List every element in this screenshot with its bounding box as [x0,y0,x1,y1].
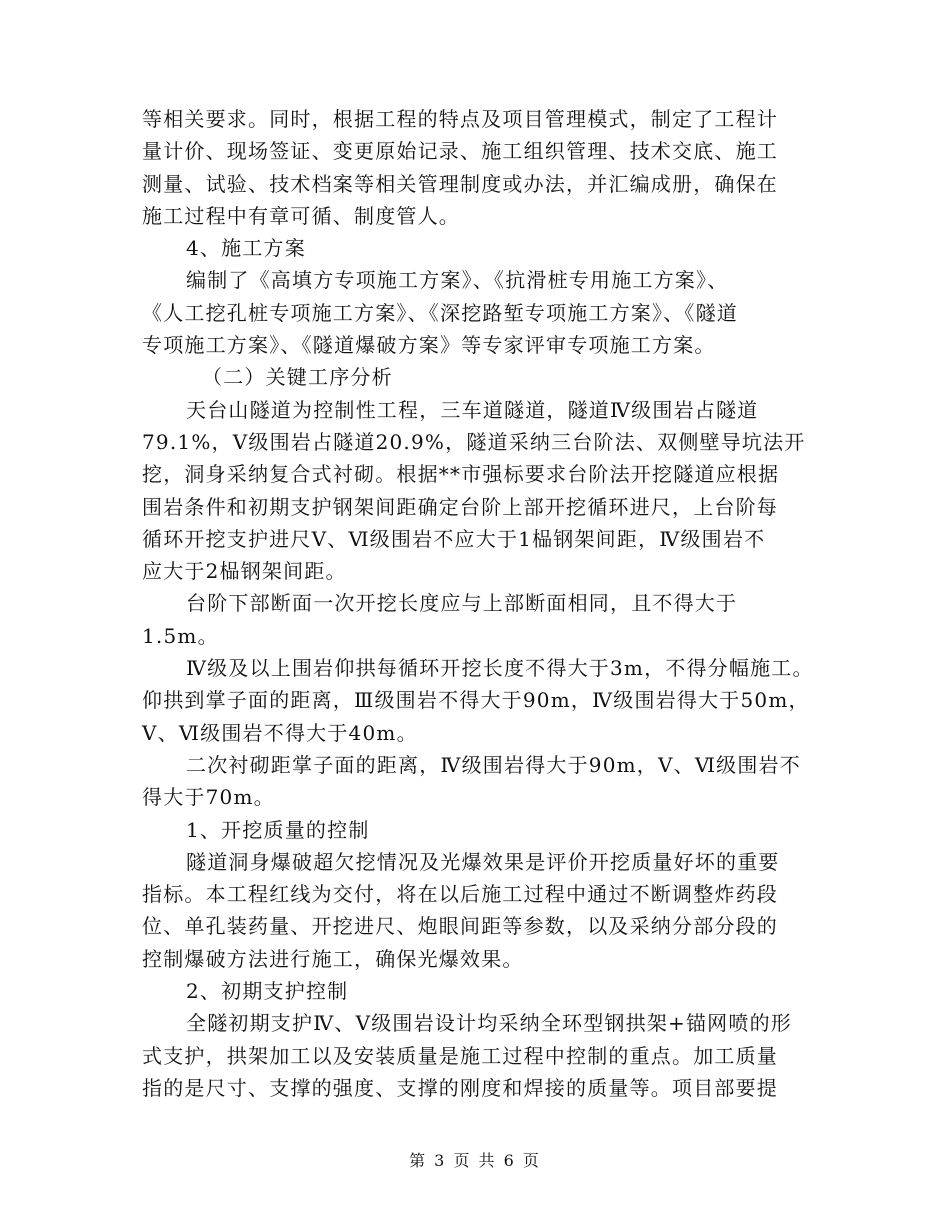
text-line: 1.5m。 [142,623,219,648]
text-line: 应大于2榀钢架间距。 [142,559,347,584]
body-text [142,103,822,1104]
text-line: 指的是尺寸、支撑的强度、支撑的刚度和焊接的质量等。项目部要提 [142,1075,778,1100]
text-line: 二次衬砌距掌子面的距离，Ⅳ级围岩得大于90m，Ⅴ、Ⅵ级围岩不 [186,752,801,777]
section-heading: （二）关键工序分析 [202,365,393,390]
text-line: 专项施工方案》、《隧道爆破方案》等专家评审专项施工方案。 [142,333,716,358]
text-line: 天台山隧道为控制性工程，三车道隧道，隧道Ⅳ级围岩占隧道 [186,397,759,422]
section-heading: 4、施工方案 [186,236,306,261]
section-heading: 2、初期支护控制 [186,979,349,1004]
text-line: 指标。本工程红线为交付，将在以后施工过程中通过不断调整炸药段 [142,882,778,907]
text-line: 循环开挖支护进尺Ⅴ、Ⅵ级围岩不应大于1榀钢架间距，Ⅳ级围岩不 [142,526,766,551]
text-line: 79.1%，Ⅴ级围岩占隧道20.9%，隧道采纳三台阶法、双侧壁导坑法开 [142,429,806,454]
text-line: Ⅴ、Ⅵ级围岩不得大于40m。 [142,720,418,745]
text-line: 位、单孔装药量、开挖进尺、炮眼间距等参数，以及采纳分部分段的 [142,914,778,939]
text-line: 编制了《高填方专项施工方案》、《抗滑桩专用施工方案》、 [186,268,729,293]
text-line: 《人工挖孔桩专项施工方案》、《深挖路堑专项施工方案》、《隧道 [142,300,738,325]
text-line: 式支护，拱架加工以及安装质量是施工过程中控制的重点。加工质量 [142,1043,778,1068]
text-line: 仰拱到掌子面的距离，Ⅲ级围岩不得大于90m，Ⅳ级围岩得大于50m， [142,688,810,713]
text-line: 控制爆破方法进行施工，确保光爆效果。 [142,946,524,971]
text-line: Ⅳ级及以上围岩仰拱每循环开挖长度不得大于3m，不得分幅施工。 [186,656,814,681]
text-line: 施工过程中有章可循、制度管人。 [142,203,460,228]
text-line: 全隧初期支护Ⅳ、Ⅴ级围岩设计均采纳全环型钢拱架+锚网喷的形 [186,1011,792,1036]
text-line: 围岩条件和初期支护钢架间距确定台阶上部开挖循环进尺，上台阶每 [142,494,778,519]
page-footer: 第 3 页 共 6 页 [409,1151,541,1170]
text-line: 台阶下部断面一次开挖长度应与上部断面相同，且不得大于 [186,591,738,616]
text-line: 等相关要求。同时，根据工程的特点及项目管理模式，制定了工程计 [142,107,778,131]
text-line: 测量、试验、技术档案等相关管理制度或办法，并汇编成册，确保在 [142,171,778,196]
text-line: 量计价、现场签证、变更原始记录、施工组织管理、技术交底、施工 [142,139,778,164]
text-line: 隧道洞身爆破超欠挖情况及光爆效果是评价开挖质量好坏的重要 [186,849,780,874]
text-line: 挖，洞身采纳复合式衬砌。根据**市强标要求台阶法开挖隧道应根据 [142,462,780,487]
section-heading: 1、开挖质量的控制 [186,817,370,842]
text-line: 得大于70m。 [142,785,275,810]
